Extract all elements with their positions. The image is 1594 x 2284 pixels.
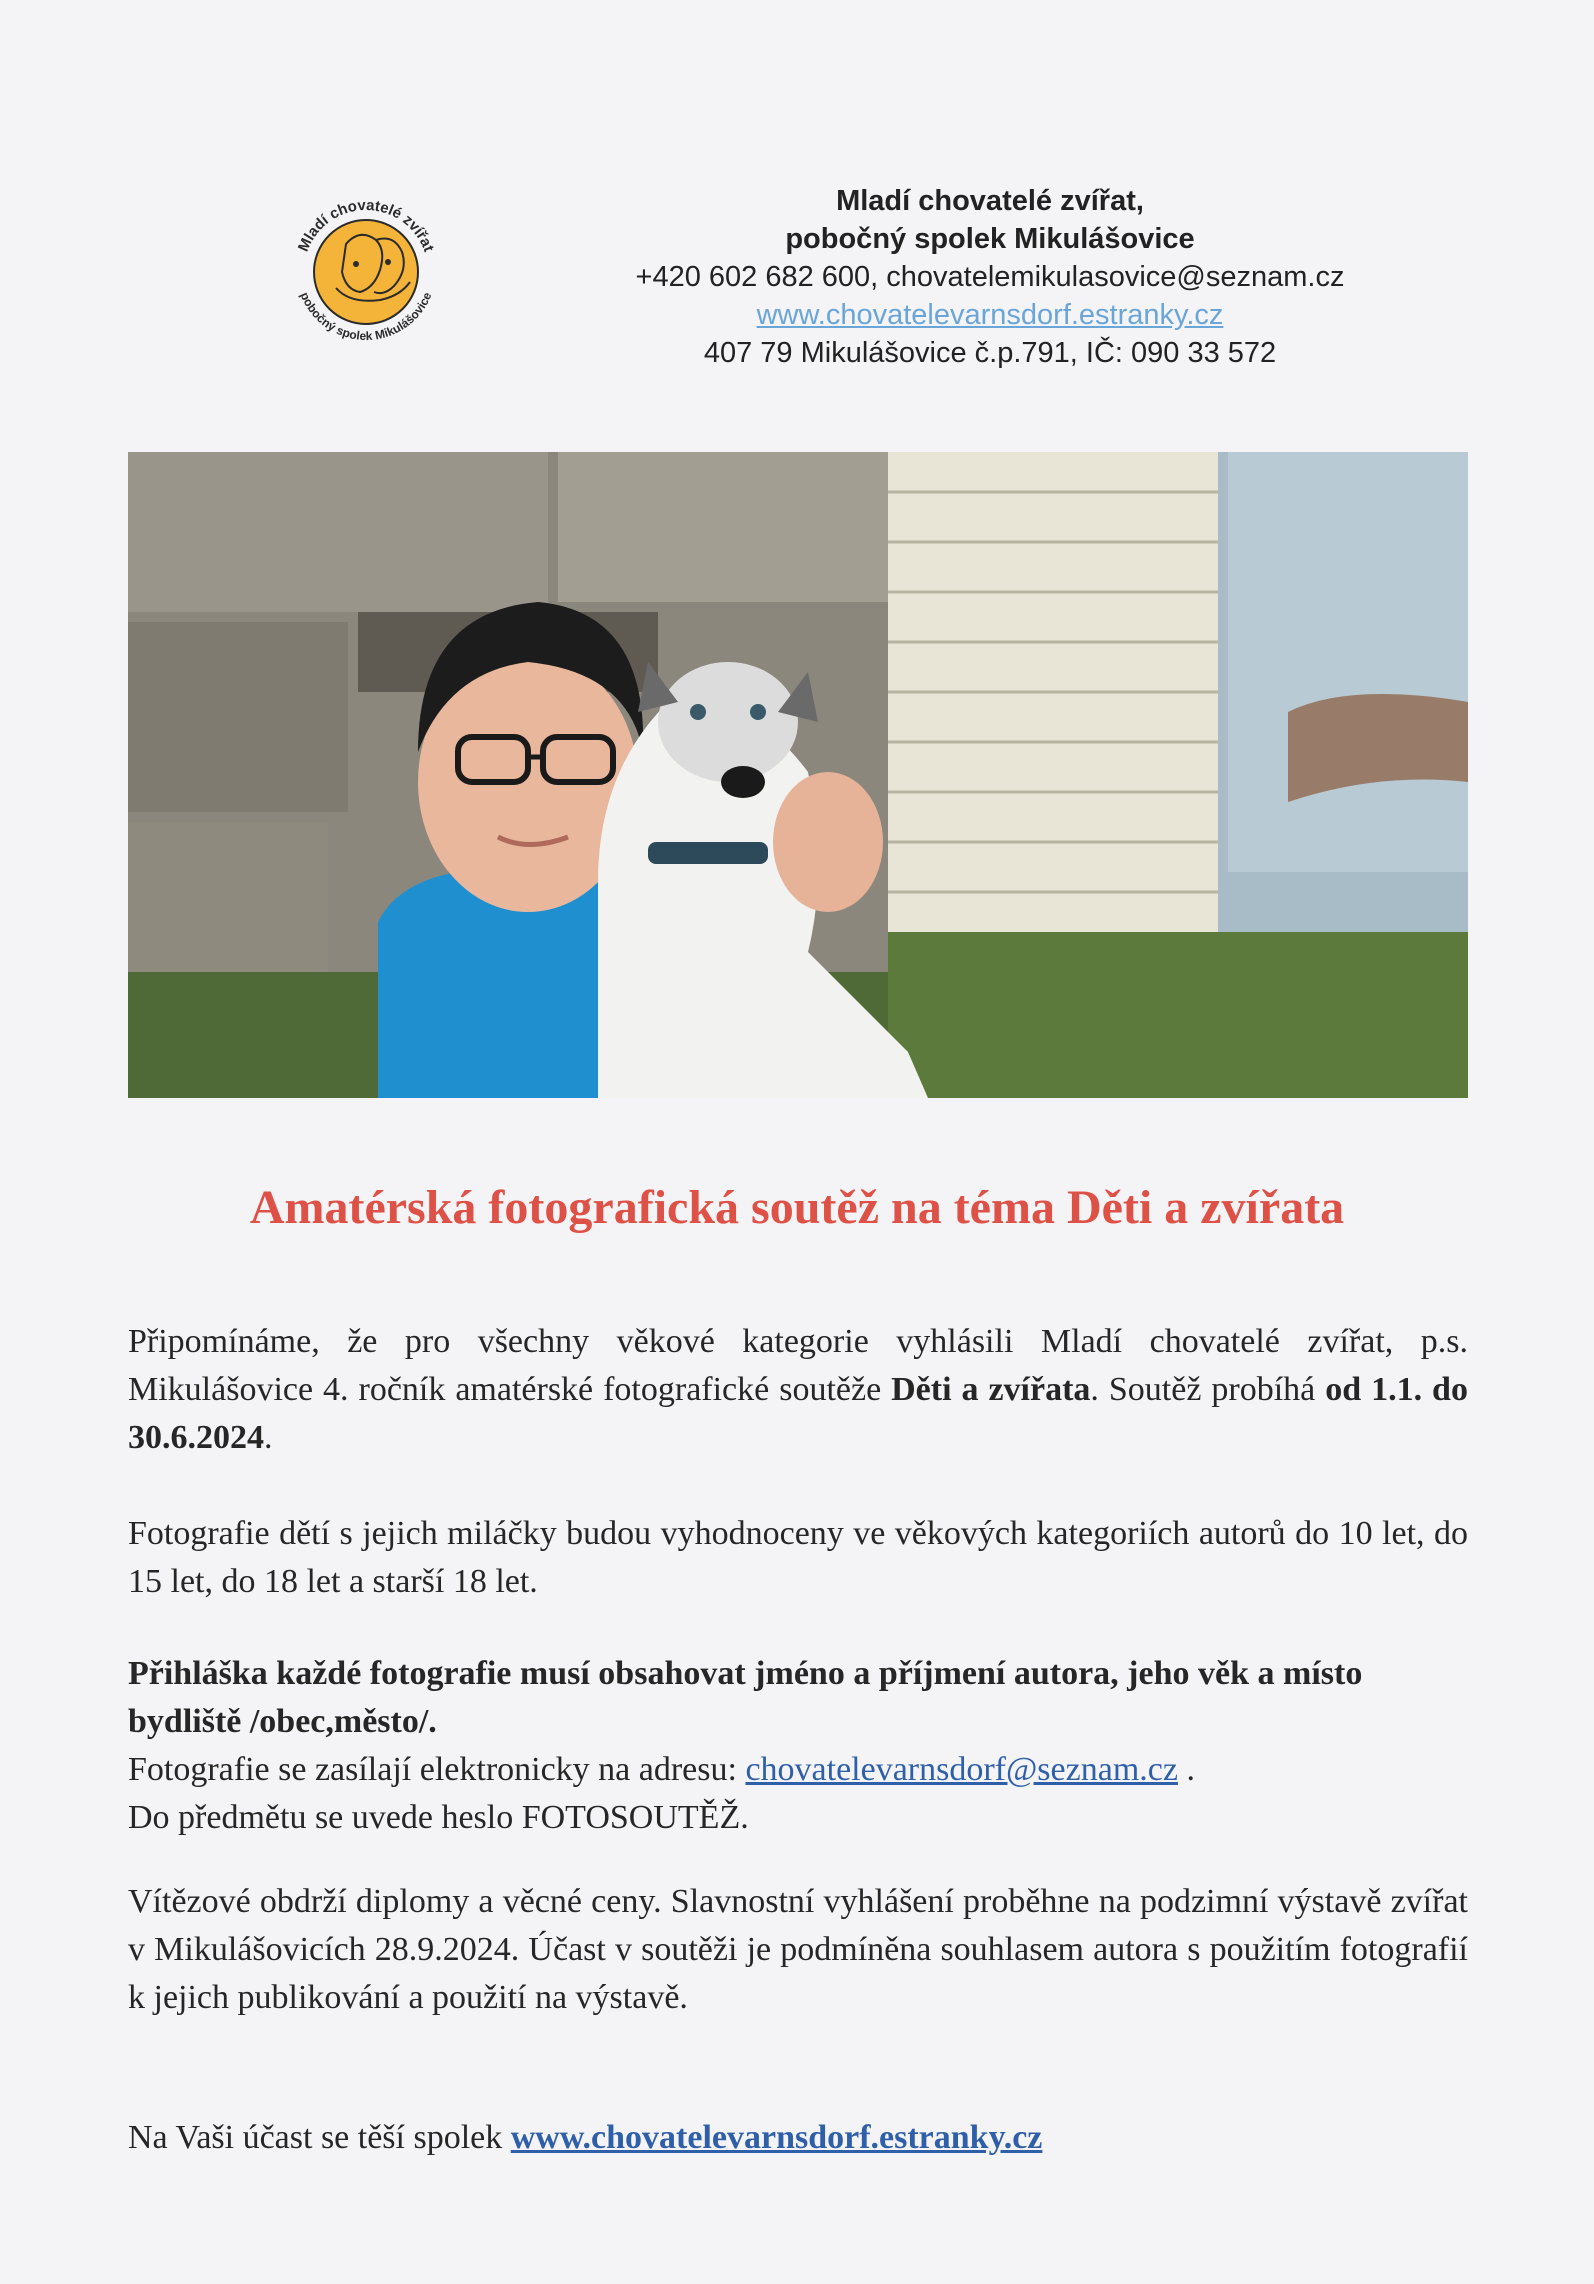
submission-subject-line: Do předmětu se uvede heslo FOTOSOUTĚŽ. xyxy=(128,1799,749,1836)
paragraph-prizes: Vítězové obdrží diplomy a věcné ceny. Slavnostní vyhlášení proběhne na podzimní výstavě zvířat v Mikulášovicích 28.9.2024. Účast v soutěži je podmíněna souhlasem autora s použitím fotografií k jejich publikování a použití na výstavě. xyxy=(128,1883,1468,2016)
intro-text-c: . Soutěž probíhá xyxy=(1090,1371,1326,1408)
closing-website-link[interactable]: www.chovatelevarnsdorf.estranky.cz xyxy=(510,2119,1043,2156)
intro-text-a: Připomínáme, že pro všechny věkové kategorie vyhlásili Mladí chovatelé zvířat, p.s. Mikulášovice 4. ročník amatérské fotografické soutěže xyxy=(128,1323,1468,1408)
org-name-line2: pobočný spolek Mikulášovice xyxy=(785,223,1195,255)
address-line: 407 79 Mikulášovice č.p.791, IČ: 090 33 572 xyxy=(703,337,1277,369)
submission-send-text: Fotografie se zasílají elektronicky na adresu: xyxy=(128,1751,746,1788)
page-title: Amatérská fotografická soutěž na téma Děti a zvířata xyxy=(249,1181,1345,1234)
submission-address-line xyxy=(128,1746,1468,1794)
hero-photo-boy-with-dog xyxy=(128,452,1468,1098)
organization-logo xyxy=(276,184,456,344)
paragraph-closing xyxy=(128,2114,1468,2162)
contact-line: +420 602 682 600, chovatelemikulasovice@seznam.cz xyxy=(635,261,1345,293)
header-contact-block xyxy=(560,182,1420,372)
website-link[interactable]: www.chovatelevarnsdorf.estranky.cz xyxy=(756,299,1224,331)
closing-text: Na Vaši účast se těší spolek xyxy=(128,2119,511,2156)
submission-end-text: . xyxy=(1177,1751,1195,1788)
competition-dates: od 1.1. do 30.6.2024 xyxy=(128,1371,1468,1456)
logo-text-top: Mladí chovatelé zvířat xyxy=(294,196,438,255)
paragraph-intro xyxy=(128,1318,1468,1462)
intro-text-e: . xyxy=(264,1419,273,1456)
paragraph-categories: Fotografie dětí s jejich miláčky budou vyhodnoceny ve věkových kategoriích autorů do 10 let, do 15 let, do 18 let a starší 18 let. xyxy=(128,1515,1468,1600)
submission-requirements: Přihláška každé fotografie musí obsahovat jméno a příjmení autora, jeho věk a místo bydliště /obec,město/. xyxy=(128,1655,1363,1740)
paragraph-submission xyxy=(128,1650,1468,1842)
logo-text-bottom: pobočný spolek Mikulášovice xyxy=(297,290,435,344)
submission-email-link[interactable]: chovatelevarnsdorf@seznam.cz xyxy=(745,1751,1178,1788)
competition-name: Děti a zvířata xyxy=(891,1371,1091,1408)
org-name-line1: Mladí chovatelé zvířat, xyxy=(836,185,1144,217)
